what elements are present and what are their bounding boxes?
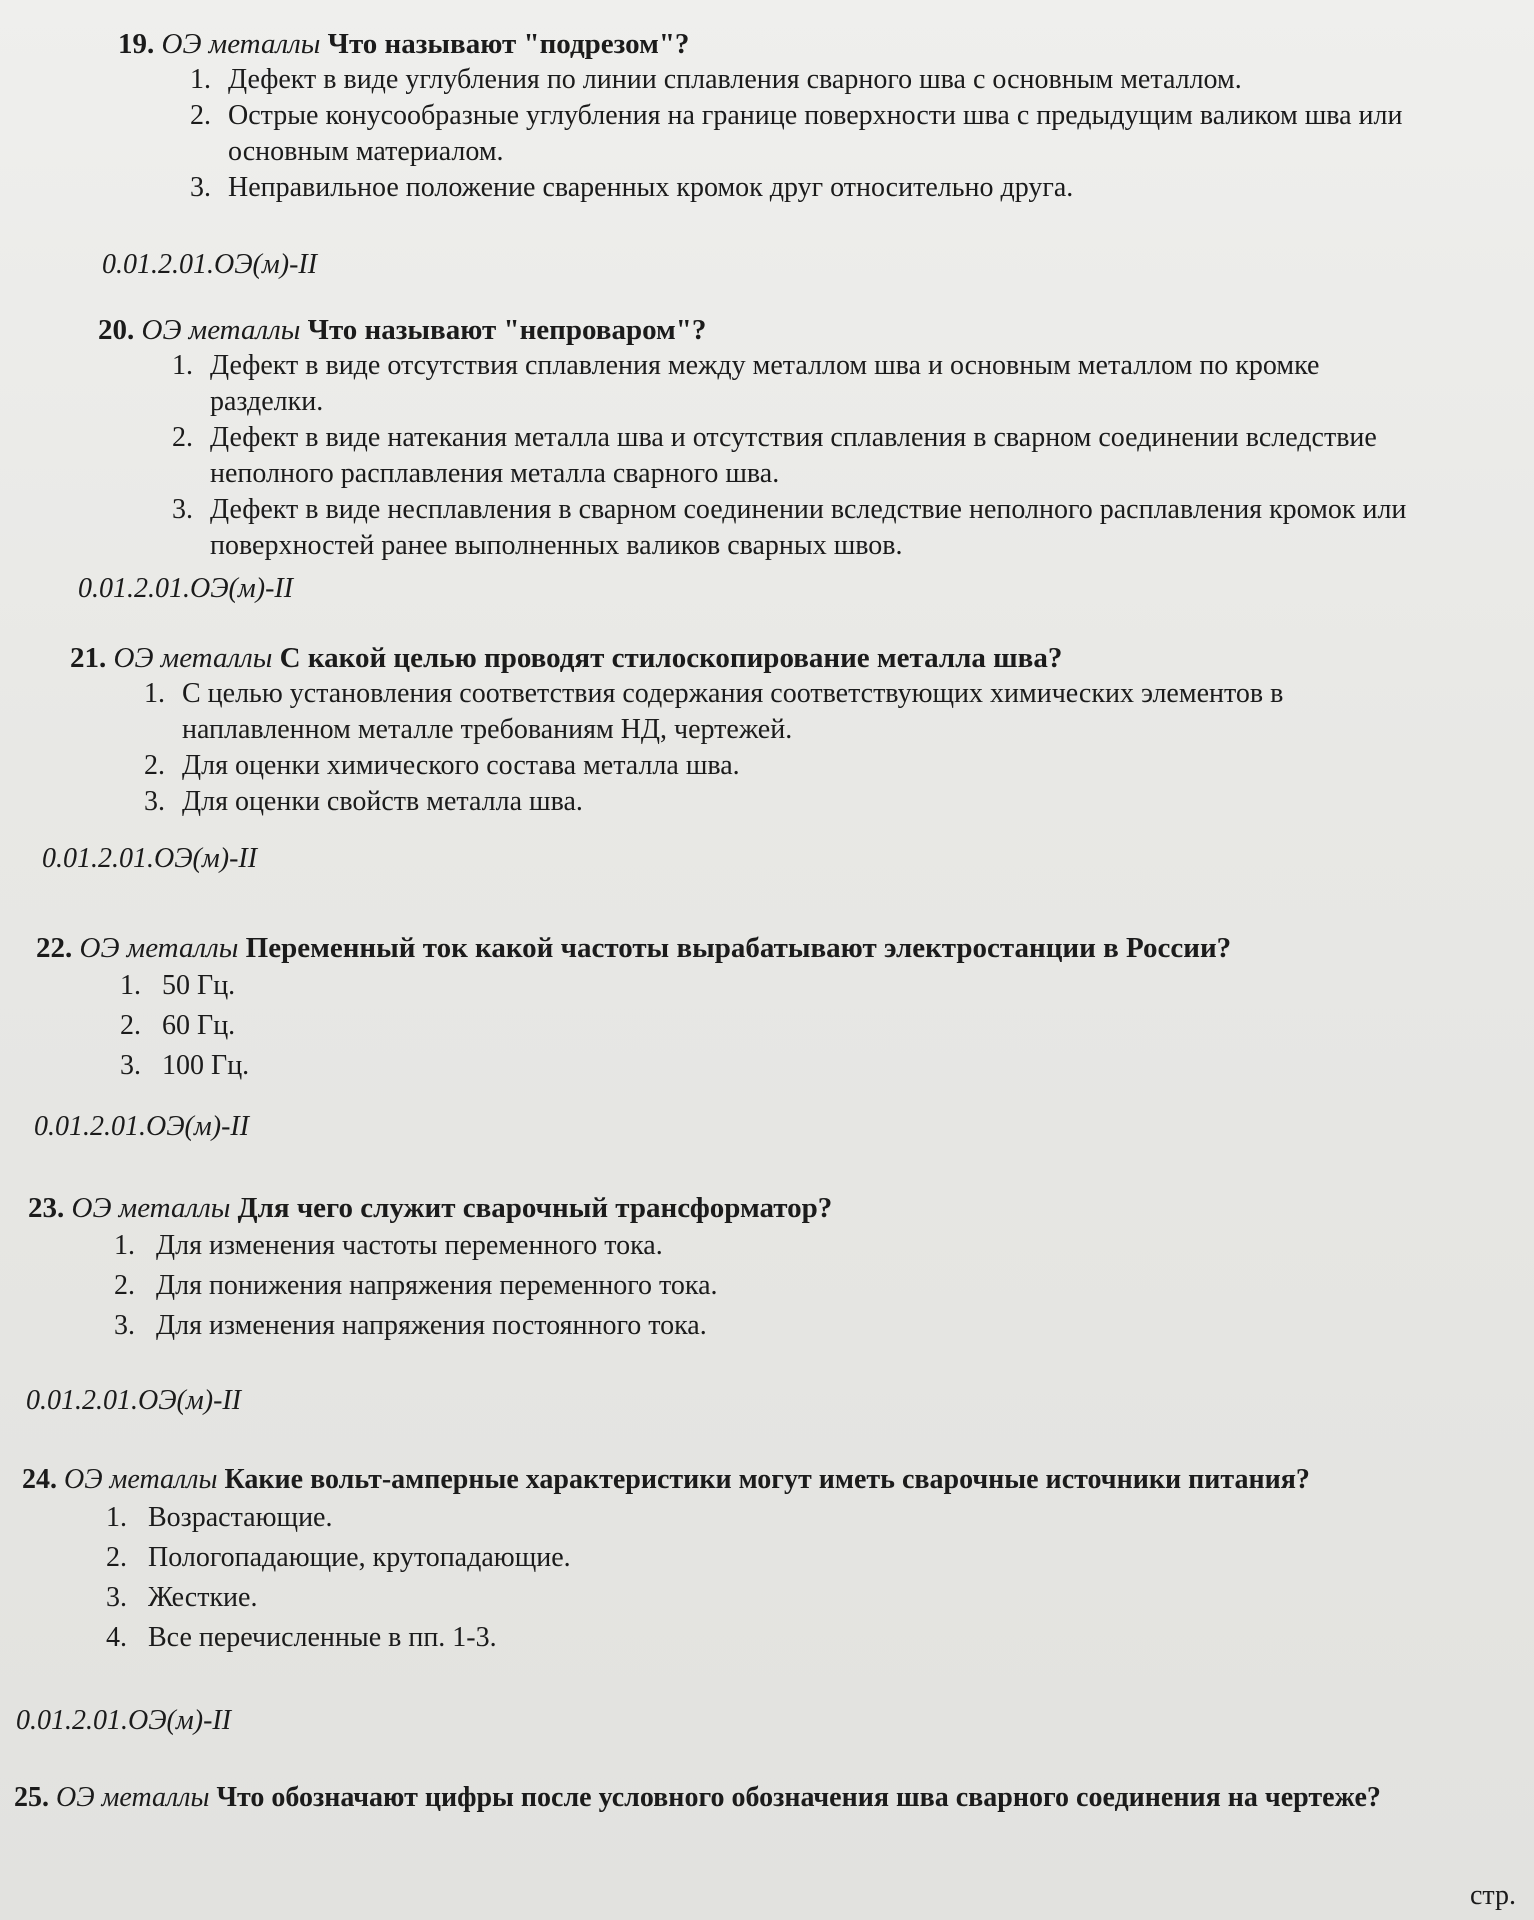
option-text: Для оценки свойств металла шва.	[182, 786, 583, 817]
option-number: 1.	[190, 64, 211, 95]
answer-options	[144, 676, 1304, 820]
question-text: Что называют "подрезом"?	[327, 28, 690, 60]
option-text: Возрастающие.	[148, 1502, 333, 1533]
question-header	[0, 312, 1534, 348]
answer-option	[190, 62, 1420, 98]
option-number: 1.	[114, 1230, 135, 1261]
option-number: 4.	[106, 1622, 127, 1653]
answer-option	[172, 492, 1412, 564]
question-23	[0, 1190, 1534, 1346]
question-code: 0.01.2.01.ОЭ(м)-II	[26, 1385, 242, 1416]
question-section: ОЭ металлы	[71, 1192, 231, 1224]
question-number: 24.	[22, 1464, 57, 1495]
answer-option	[106, 1498, 1006, 1538]
option-text: 50 Гц.	[162, 970, 236, 1001]
answer-option	[114, 1306, 1014, 1346]
option-number: 3.	[114, 1310, 135, 1341]
question-text: Какие вольт-амперные характеристики могут иметь сварочные источники питания?	[224, 1464, 1310, 1495]
question-20	[0, 312, 1534, 564]
question-header	[0, 930, 1534, 966]
answer-option	[144, 784, 1304, 820]
question-section: ОЭ металлы	[79, 932, 239, 964]
option-text: Для изменения напряжения постоянного тока.	[156, 1310, 707, 1341]
option-text: Дефект в виде несплавления в сварном соединении вследствие неполного расплавления кромок или поверхностей ранее выполненных валиков сварных швов.	[210, 494, 1407, 561]
option-text: Жесткие.	[148, 1582, 258, 1613]
option-number: 1.	[172, 350, 193, 381]
answer-option	[114, 1266, 1014, 1306]
question-header	[0, 1780, 1514, 1816]
answer-option	[190, 170, 1420, 206]
answer-options	[106, 1498, 1006, 1658]
option-text: Дефект в виде углубления по линии сплавления сварного шва с основным металлом.	[228, 64, 1242, 95]
option-number: 2.	[114, 1270, 135, 1301]
question-code: 0.01.2.01.ОЭ(м)-II	[16, 1705, 232, 1736]
question-number: 21.	[70, 642, 107, 674]
question-21	[0, 640, 1534, 820]
answer-option	[144, 748, 1304, 784]
option-text: Острые конусообразные углубления на границе поверхности шва с предыдущим валиком шва или основным материалом.	[228, 100, 1403, 167]
option-text: Для понижения напряжения переменного тока.	[156, 1270, 718, 1301]
option-text: Неправильное положение сваренных кромок друг относительно друга.	[228, 172, 1074, 203]
answer-option	[106, 1538, 1006, 1578]
option-number: 2.	[190, 100, 211, 131]
question-section: ОЭ металлы	[64, 1464, 218, 1495]
answer-option	[190, 98, 1420, 170]
question-section: ОЭ металлы	[56, 1782, 210, 1813]
question-code: 0.01.2.01.ОЭ(м)-II	[78, 573, 294, 604]
option-number: 2.	[172, 422, 193, 453]
question-number: 19.	[118, 28, 155, 60]
answer-option	[172, 420, 1412, 492]
answer-options	[172, 348, 1412, 564]
question-section: ОЭ металлы	[113, 642, 273, 674]
option-number: 1.	[144, 678, 165, 709]
answer-option	[120, 966, 720, 1006]
question-text: Для чего служит сварочный трансформатор?	[237, 1192, 833, 1224]
option-text: 100 Гц.	[162, 1050, 250, 1081]
answer-options	[120, 966, 720, 1086]
question-25	[0, 1780, 1534, 1816]
answer-options	[114, 1226, 1014, 1346]
answer-option	[106, 1618, 1006, 1658]
question-section: ОЭ металлы	[161, 28, 321, 60]
question-text: С какой целью проводят стилоскопирование металла шва?	[279, 642, 1063, 674]
answer-options	[190, 62, 1420, 206]
option-number: 2.	[144, 750, 165, 781]
question-number: 25.	[14, 1782, 49, 1813]
question-text: Что обозначают цифры после условного обозначения шва сварного соединения на чертеже?	[216, 1782, 1381, 1813]
option-text: Пологопадающие, крутопадающие.	[148, 1542, 571, 1573]
page-number-label: стр.	[1469, 1880, 1516, 1911]
question-header	[0, 1190, 1534, 1226]
question-section: ОЭ металлы	[141, 314, 301, 346]
option-text: Дефект в виде отсутствия сплавления между металлом шва и основным металлом по кромке разделки.	[210, 350, 1320, 417]
question-19	[0, 26, 1534, 206]
option-text: Дефект в виде натекания металла шва и отсутствия сплавления в сварном соединении вследствие неполного расплавления металла сварного шва.	[210, 422, 1377, 489]
option-number: 3.	[120, 1050, 141, 1081]
question-24	[0, 1462, 1534, 1658]
question-code: 0.01.2.01.ОЭ(м)-II	[42, 843, 258, 874]
question-number: 22.	[36, 932, 73, 964]
question-code: 0.01.2.01.ОЭ(м)-II	[34, 1111, 250, 1142]
answer-option	[114, 1226, 1014, 1266]
option-text: Для оценки химического состава металла шва.	[182, 750, 740, 781]
question-header	[0, 640, 1534, 676]
question-header	[0, 1462, 1534, 1498]
option-number: 3.	[144, 786, 165, 817]
option-number: 3.	[190, 172, 211, 203]
question-text: Что называют "непроваром"?	[307, 314, 707, 346]
question-number: 20.	[98, 314, 135, 346]
option-number: 2.	[106, 1542, 127, 1573]
answer-option	[144, 676, 1304, 748]
question-text: Переменный ток какой частоты вырабатывают электростанции в России?	[245, 932, 1232, 964]
question-number: 23.	[28, 1192, 65, 1224]
option-number: 1.	[120, 970, 141, 1001]
answer-option	[120, 1046, 720, 1086]
option-number: 1.	[106, 1502, 127, 1533]
option-text: Для изменения частоты переменного тока.	[156, 1230, 663, 1261]
question-header	[0, 26, 1534, 62]
option-number: 3.	[106, 1582, 127, 1613]
answer-option	[106, 1578, 1006, 1618]
option-number: 3.	[172, 494, 193, 525]
option-number: 2.	[120, 1010, 141, 1041]
answer-option	[120, 1006, 720, 1046]
question-22	[0, 930, 1534, 1086]
option-text: 60 Гц.	[162, 1010, 236, 1041]
option-text: С целью установления соответствия содержания соответствующих химических элементов в наплавленном металле требованиям НД, чертежей.	[182, 678, 1284, 745]
question-code: 0.01.2.01.ОЭ(м)-II	[102, 249, 318, 280]
answer-option	[172, 348, 1412, 420]
option-text: Все перечисленные в пп. 1-3.	[148, 1622, 497, 1653]
